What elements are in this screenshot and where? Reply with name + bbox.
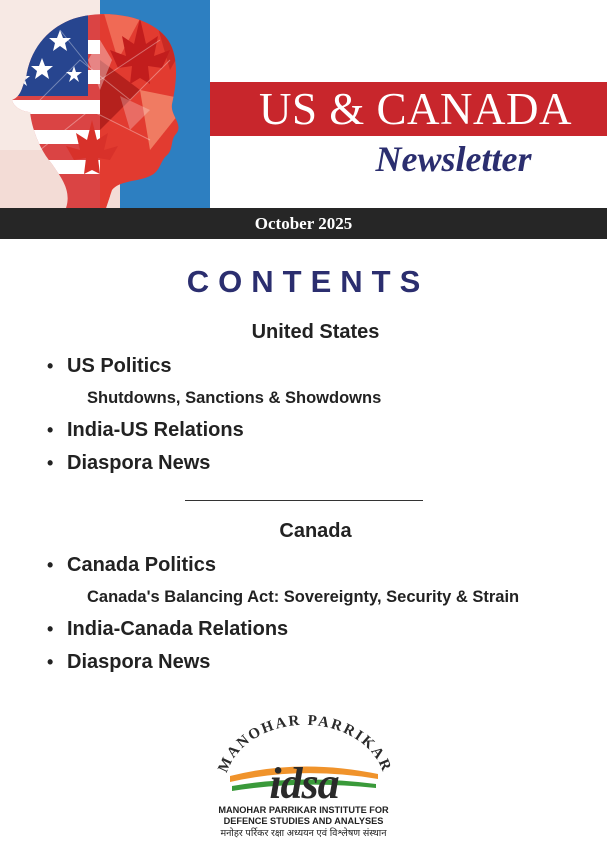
contents-subitem-canada-politics[interactable]: Canada's Balancing Act: Sovereignty, Security & Strain <box>87 588 520 606</box>
contents-subitem-us-politics[interactable]: Shutdowns, Sanctions & Showdowns <box>87 389 382 407</box>
item-label: India-Canada Relations <box>67 618 289 640</box>
contents-heading: CONTENTS <box>186 264 430 299</box>
title-band <box>210 82 607 136</box>
item-label: India-US Relations <box>67 419 244 441</box>
idsa-logo-icon <box>200 712 407 847</box>
bullet: • <box>47 356 54 376</box>
bullet: • <box>47 652 54 672</box>
bullet: • <box>47 453 54 473</box>
bullet: • <box>47 555 54 575</box>
newsletter-header <box>0 0 607 208</box>
contents-item-us-diaspora-news[interactable] <box>47 450 210 476</box>
contents-item-india-canada-relations[interactable] <box>47 616 288 642</box>
logo-institute-line-2: DEFENCE STUDIES AND ANALYSES <box>223 816 384 826</box>
bullet: • <box>47 420 54 440</box>
item-label: Canada Politics <box>67 554 216 576</box>
item-label: Diaspora News <box>67 452 211 474</box>
logo-arc-text: MANOHAR PARRIKAR <box>215 712 395 775</box>
us-canada-face-artwork-icon <box>0 0 210 208</box>
contents-item-us-politics[interactable] <box>47 353 171 379</box>
logo-institute-hindi: मनोहर पर्रिकर रक्षा अध्ययन एवं विश्लेषण संस्थान <box>220 828 387 839</box>
contents-item-canada-diaspora-news[interactable] <box>47 649 210 675</box>
issue-date: October 2025 <box>0 208 607 239</box>
section-title-canada: Canada <box>279 520 352 542</box>
section-title-united-states: United States <box>251 321 380 343</box>
newsletter-subtitle: Newsletter <box>375 139 532 179</box>
contents-item-india-us-relations[interactable] <box>47 417 244 443</box>
logo-mark: idsa <box>269 759 339 807</box>
section-divider <box>185 500 423 501</box>
newsletter-title: US & CANADA <box>258 83 573 134</box>
item-label: Diaspora News <box>67 651 211 673</box>
logo-institute-line-1: MANOHAR PARRIKAR INSTITUTE FOR <box>218 805 389 815</box>
bullet: • <box>47 619 54 639</box>
contents-item-canada-politics[interactable] <box>47 552 216 578</box>
item-label: US Politics <box>67 355 172 377</box>
